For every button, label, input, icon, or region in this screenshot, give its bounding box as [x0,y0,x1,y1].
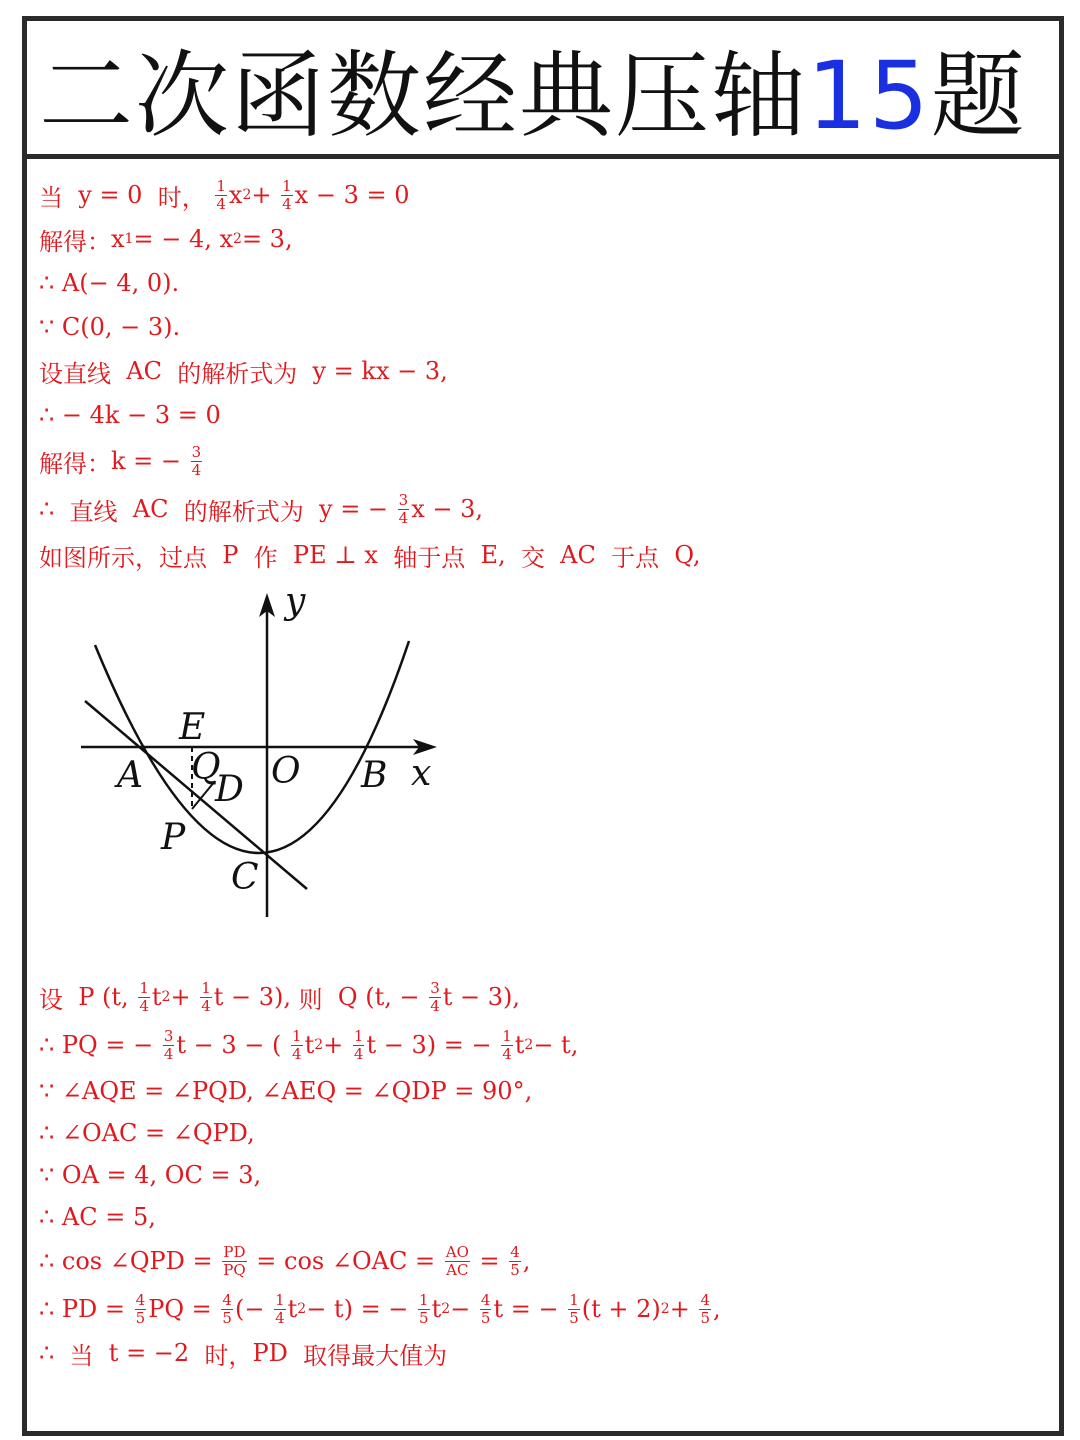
label-c: C [231,857,259,898]
solution-line-5: 设直线 AC 的解析式为 y = kx − 3, [39,357,448,388]
label-x: x [411,753,432,794]
solution-line-4: ∵ C(0, − 3). [39,313,181,341]
label-y: y [285,583,306,622]
solution-line-15: ∴ AC = 5, [39,1203,156,1231]
label-a: A [117,755,143,796]
solution-line-17: ∴ PD = $\frac{4}{5}$ PQ = $\frac{4}{5}$ (− $\frac{1}{4}$ t 2 − t) = − $\frac{1}{5}$ t 2 − $\frac{4}{5}$ t = − $\frac{1}{5}$ (t + 2) 2 + $\frac{4}{5}$ , [39,1290,721,1327]
solution-line-13: ∴ ∠OAC = ∠QPD, [39,1119,255,1147]
solution-line-18: ∴ 当 t = −2 时， PD 取得最大值为 [39,1339,448,1370]
solution-line-8: ∴ 直线 AC 的解析式为 y = − $\frac{3}{4}$ x − 3, [39,490,484,527]
label-b: B [361,755,388,796]
solution-line-11: ∴ PQ = − $\frac{3}{4}$ t − 3 − ( $\frac{1}{4}$ t 2 + $\frac{1}{4}$ t − 3) = − $\frac{1}{4}$ t 2 − t, [39,1026,579,1063]
label-o: O [271,751,301,792]
label-d: D [215,769,244,810]
parabola-figure [67,583,447,923]
label-p: P [161,817,186,858]
solution-line-9: 如图所示，过点 P 作 PE ⊥ x 轴于点 E, 交 AC 于点 Q, [39,541,701,572]
title-bar [27,21,1059,159]
solution-line-6: ∴ − 4k − 3 = 0 [39,401,221,429]
label-q: Q [191,747,221,788]
solution-line-16: ∴ cos ∠QPD = $\frac{PD}{PQ}$ = cos ∠OAC = $\frac{AO}{AC}$ = $\frac{4}{5}$ , [39,1242,531,1279]
page-title: 二次函数经典压轴15题 [39,42,1027,151]
label-e: E [179,707,206,748]
solution-line-12: ∵ ∠AQE = ∠PQD, ∠AEQ = ∠QDP = 90°, [39,1077,533,1105]
solution-line-14: ∵ OA = 4, OC = 3, [39,1161,262,1189]
solution-line-3: ∴ A(− 4, 0). [39,269,180,297]
page-frame [22,16,1064,1436]
solution-line-10: 设 P (t, $\frac{1}{4}$ t 2 + $\frac{1}{4}$ t − 3), 则 Q (t, − $\frac{3}{4}$ t − 3), [39,978,521,1015]
solution-line-7: 解得： k = − $\frac{3}{4}$ [39,442,202,479]
solution-line-1: 当 y = 0 时， $\frac{1}{4}$ x 2 + $\frac{1}{4}$ x − 3 = 0 [39,176,410,213]
title-number: 15 [807,42,931,151]
solution-line-2: 解得： x 1 = − 4, x 2 = 3, [39,225,293,256]
